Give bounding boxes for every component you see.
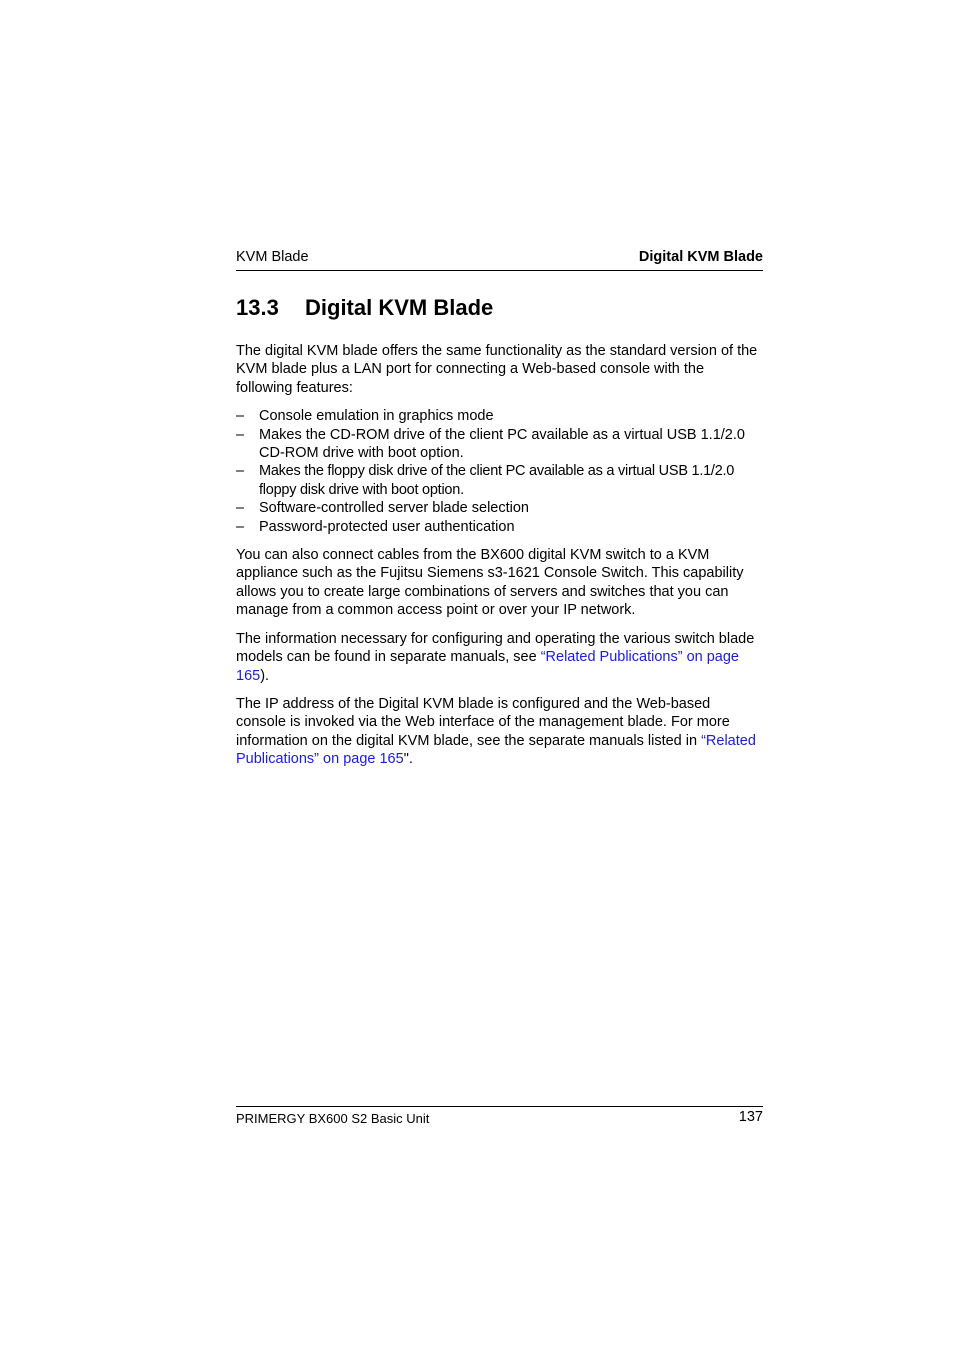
list-item — [236, 462, 763, 499]
manuals-text-end: ). — [260, 667, 270, 684]
bullet-dash: – — [236, 426, 245, 443]
feature-text: Password-protected user authentication — [259, 518, 515, 535]
ip-address-text-end: ". — [403, 751, 413, 768]
list-item — [236, 499, 763, 517]
bullet-dash: – — [236, 463, 245, 480]
ip-address-text: The IP address of the Digital KVM blade is configured and the Web-based console is invoked via the Web interface of the management blade. For more information on the digital KVM blade, see the separate manuals listed in — [236, 695, 730, 749]
manuals-text: The information necessary for configuring and operating the various switch blade models can be found in separate manuals, see — [236, 630, 755, 666]
feature-text: Makes the CD-ROM drive of the client PC available as a virtual USB 1.1/2.0 CD-ROM drive with boot option. — [259, 426, 745, 462]
bullet-dash: – — [236, 518, 245, 535]
bullet-dash: – — [236, 500, 245, 517]
feature-text: Software-controlled server blade selection — [259, 500, 529, 517]
header-chapter: KVM Blade — [236, 249, 309, 265]
related-publications-link[interactable]: “Related Publications” on page 165 — [236, 732, 756, 768]
page-body — [236, 342, 763, 779]
feature-text: Makes the floppy disk drive of the client PC available as a virtual USB 1.1/2.0 floppy disk drive with boot option. — [259, 463, 735, 498]
section-title — [236, 295, 493, 321]
intro-paragraph: The digital KVM blade offers the same functionality as the standard version of the KVM blade plus a LAN port for connecting a Web-based console with the following features: — [236, 343, 758, 396]
manuals-paragraph — [236, 630, 763, 685]
running-footer — [236, 1106, 763, 1129]
ip-address-paragraph — [236, 695, 763, 769]
footer-product: PRIMERGY BX600 S2 Basic Unit — [236, 1111, 430, 1126]
section-number: 13.3 — [236, 295, 279, 320]
list-item — [236, 518, 763, 536]
kvm-appliance-paragraph: You can also connect cables from the BX600 digital KVM switch to a KVM appliance such as the Fujitsu Siemens s3-1621 Console Switch. This capability allows you to create large combinations of servers and switches that you can manage from a common access point or over your IP network. — [236, 547, 744, 619]
feature-text: Console emulation in graphics mode — [259, 408, 494, 425]
related-publications-link[interactable]: “Related Publications” on page 165 — [236, 649, 739, 684]
running-header — [236, 248, 763, 271]
list-item — [236, 407, 763, 425]
section-heading: Digital KVM Blade — [305, 295, 494, 320]
header-section: Digital KVM Blade — [638, 249, 763, 265]
page-number: 137 — [738, 1109, 763, 1125]
list-item — [236, 426, 763, 463]
feature-list — [236, 407, 763, 536]
bullet-dash: – — [236, 408, 245, 425]
